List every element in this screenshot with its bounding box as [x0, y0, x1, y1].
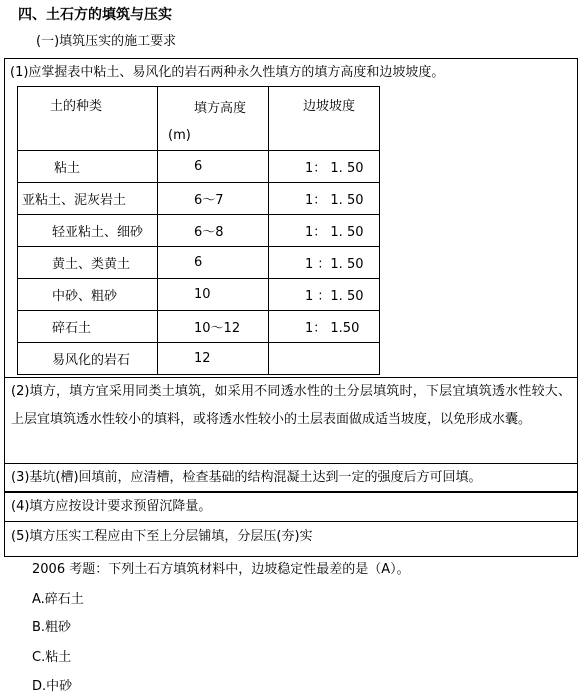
- option-d: D.中砂: [32, 679, 73, 694]
- item-3-text: (3)基坑(槽)回填前，应清槽，检查基础的结构混凝土达到一定的强度后方可回填。: [11, 470, 482, 485]
- header-slope: 边坡坡度: [269, 87, 380, 151]
- option-c: C.粘土: [32, 650, 72, 665]
- cell-soil: 轻亚粘土、细砂: [18, 215, 158, 247]
- section-heading: 四、土石方的填筑与压实: [18, 7, 172, 23]
- cell-slope: 1 ：1. 50: [269, 279, 380, 311]
- cell-soil: 中砂、粗砂: [18, 279, 158, 311]
- exam-question: 2006 考题：下列土石方填筑材料中，边坡稳定性最差的是（A）。: [32, 562, 410, 577]
- cell-slope: 1： 1. 50: [269, 215, 380, 247]
- item-2-text: (2)填方，填方宜采用同类土填筑，如采用不同透水性的土分层填筑时，下层宜填筑透水性较大、上层宜填筑透水性较小的填料，或将透水性较小的土层表面做成适当坡度，以免形成水囊。: [11, 384, 571, 427]
- cell-height: 6: [158, 247, 269, 279]
- requirements-box-item3: [4, 464, 578, 492]
- cell-soil: 易风化的岩石: [18, 343, 158, 375]
- cell-height: 10～12: [158, 311, 269, 343]
- cell-slope: 1： 1. 50: [269, 151, 380, 183]
- cell-soil: 亚粘土、泥灰岩土: [18, 183, 158, 215]
- cell-height: 10: [158, 279, 269, 311]
- table-row: [18, 183, 380, 215]
- table-row: [18, 151, 380, 183]
- table-row: [18, 311, 380, 343]
- table-header-row: [18, 87, 380, 151]
- cell-height: 12: [158, 343, 269, 375]
- cell-soil: 碎石土: [18, 311, 158, 343]
- table-row: [18, 247, 380, 279]
- table-row: [18, 279, 380, 311]
- header-soil-type: 土的种类: [18, 87, 158, 151]
- item-1-text: (1)应掌握表中粘土、易风化的岩石两种永久性填方的填方高度和边坡坡度。: [10, 65, 445, 80]
- table-row: [18, 215, 380, 247]
- cell-height: 6～7: [158, 183, 269, 215]
- cell-slope: 1： 1.50: [269, 311, 380, 343]
- header-fill-height: 填方高度 (m): [158, 87, 269, 151]
- cell-slope: 1： 1. 50: [269, 183, 380, 215]
- option-a: A.碎石土: [32, 592, 84, 607]
- requirements-box-item4: [4, 492, 578, 522]
- cell-height: 6: [158, 151, 269, 183]
- requirements-box-item5: [4, 522, 578, 557]
- cell-slope: [269, 343, 380, 375]
- cell-slope: 1 ：1. 50: [269, 247, 380, 279]
- item-5-text: (5)填方压实工程应由下至上分层铺填，分层压(夯)实: [11, 529, 313, 544]
- cell-soil: 黄土、类黄土: [18, 247, 158, 279]
- subsection-heading: (一)填筑压实的施工要求: [36, 34, 177, 49]
- option-b: B.粗砂: [32, 620, 72, 635]
- cell-height: 6～8: [158, 215, 269, 247]
- requirements-box-item2: [4, 377, 578, 464]
- item-4-text: (4)填方应按设计要求预留沉降量。: [11, 499, 212, 514]
- table-row: [18, 343, 380, 375]
- fill-slope-table: [17, 86, 380, 375]
- cell-soil: 粘土: [18, 151, 158, 183]
